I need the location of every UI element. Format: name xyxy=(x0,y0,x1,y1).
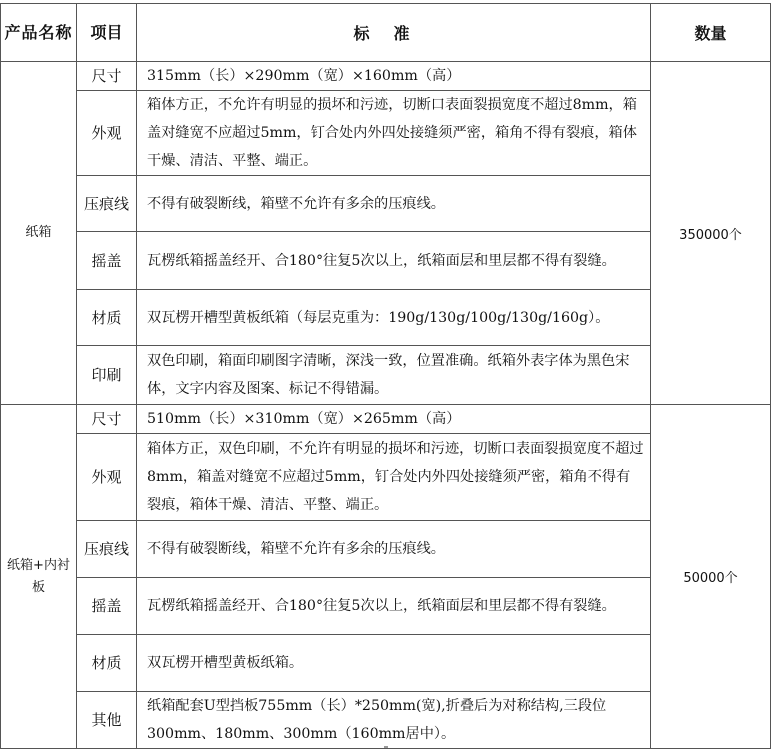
standard-cell: 不得有破裂断线，箱壁不允许有多余的压痕线。 xyxy=(137,521,651,578)
standard-cell: 箱体方正，双色印刷，不允许有明显的损坏和污迹，切断口表面裂损宽度不超过8mm，箱盖对缝宽不应超过5mm，钉合处内外四处接缝须严密，箱角不得有裂痕，箱体干燥、清洁、平整、端正。 xyxy=(137,434,651,521)
standard-cell: 315mm（长）×290mm（宽）×160mm（高） xyxy=(137,62,651,91)
standard-cell: 510mm（长）×310mm（宽）×265mm（高） xyxy=(137,405,651,434)
item-cell: 摇盖 xyxy=(77,578,137,635)
product-name-cell: 纸箱+内衬板 xyxy=(1,405,77,749)
standard-cell: 纸箱配套U型挡板755mm（长）*250mm(宽),折叠后为对称结构,三段位300mm、180mm、300mm（160mm居中）。 xyxy=(137,692,651,749)
header-quantity: 数量 xyxy=(651,4,771,62)
standard-cell: 双瓦楞开槽型黄板纸箱（每层克重为：190g/130g/100g/130g/160g）。 xyxy=(137,290,651,346)
page-edge-mark xyxy=(384,746,388,748)
item-cell: 材质 xyxy=(77,290,137,346)
standard-cell: 双色印刷，箱面印刷图字清晰，深浅一致，位置准确。纸箱外表字体为黑色宋体，文字内容及图案、标记不得错漏。 xyxy=(137,346,651,405)
header-row xyxy=(1,4,771,62)
spec-table xyxy=(0,3,771,749)
item-cell: 压痕线 xyxy=(77,521,137,578)
table-row xyxy=(1,405,771,434)
standard-cell: 不得有破裂断线，箱壁不允许有多余的压痕线。 xyxy=(137,176,651,232)
item-cell: 印刷 xyxy=(77,346,137,405)
table-row xyxy=(1,62,771,91)
header-item: 项目 xyxy=(77,4,137,62)
product-name-cell: 纸箱 xyxy=(1,62,77,405)
item-cell: 外观 xyxy=(77,91,137,176)
standard-cell: 双瓦楞开槽型黄板纸箱。 xyxy=(137,635,651,692)
header-standard: 标准 xyxy=(137,4,651,62)
standard-cell: 瓦楞纸箱摇盖经开、合180°往复5次以上，纸箱面层和里层都不得有裂缝。 xyxy=(137,232,651,290)
item-cell: 其他 xyxy=(77,692,137,749)
item-cell: 尺寸 xyxy=(77,62,137,91)
item-cell: 尺寸 xyxy=(77,405,137,434)
standard-cell: 箱体方正，不允许有明显的损坏和污迹，切断口表面裂损宽度不超过8mm，箱盖对缝宽不应超过5mm，钉合处内外四处接缝须严密，箱角不得有裂痕，箱体干燥、清洁、平整、端正。 xyxy=(137,91,651,176)
quantity-cell: 350000个 xyxy=(651,62,771,405)
item-cell: 外观 xyxy=(77,434,137,521)
item-cell: 压痕线 xyxy=(77,176,137,232)
quantity-cell: 50000个 xyxy=(651,405,771,749)
header-product-name: 产品名称 xyxy=(1,4,77,62)
item-cell: 摇盖 xyxy=(77,232,137,290)
item-cell: 材质 xyxy=(77,635,137,692)
standard-cell: 瓦楞纸箱摇盖经开、合180°往复5次以上，纸箱面层和里层都不得有裂缝。 xyxy=(137,578,651,635)
